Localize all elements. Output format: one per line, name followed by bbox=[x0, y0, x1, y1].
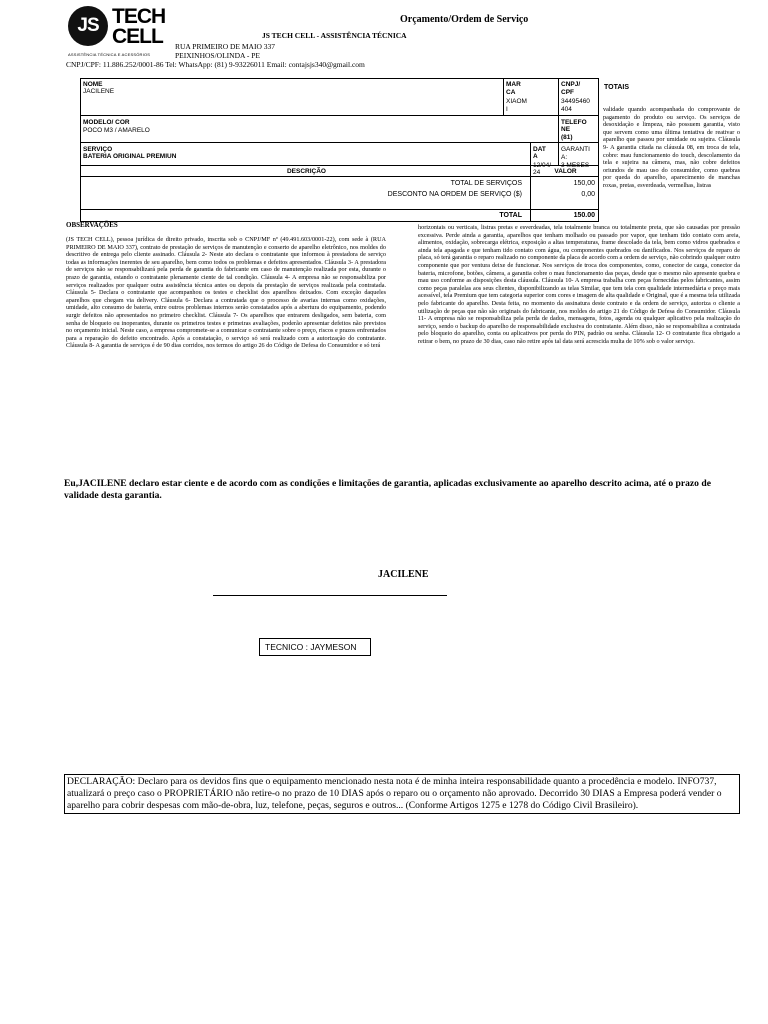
contact-line: CNPJ/CPF: 11.886.252/0001-86 Tel: WhatsApp: (81) 9-93226011 Email: contajsjs340@gmail.com bbox=[66, 60, 365, 69]
address-line-2: PEIXINHOS/OLINDA - PE bbox=[175, 51, 260, 60]
total-servicos-label: TOTAL DE SERVIÇOS bbox=[450, 180, 522, 187]
logo-badge: JS bbox=[68, 6, 108, 46]
descricao-header: DESCRIÇÃO bbox=[286, 168, 326, 175]
marca-value-2: I bbox=[506, 106, 508, 113]
telefone-label-1: TELEFO bbox=[561, 119, 587, 126]
modelo-value: POCO M3 / AMARELO bbox=[83, 127, 150, 134]
telefone-cell bbox=[558, 115, 599, 143]
valor-header: VALOR bbox=[554, 168, 577, 175]
tecnico-box: TECNICO : JAYMESON bbox=[259, 638, 371, 656]
servico-label: SERVIÇO bbox=[83, 146, 113, 153]
cnpj-value-1: 34495460 bbox=[561, 98, 590, 105]
garantia-label-2: A: bbox=[561, 154, 568, 161]
totals-value-cell bbox=[530, 176, 599, 210]
data-label-1: DAT bbox=[533, 146, 546, 153]
modelo-cell bbox=[80, 115, 559, 143]
servico-value: BATERIA ORIGINAL PREMIUN bbox=[83, 153, 177, 160]
logo-word-cell: CELL bbox=[112, 25, 163, 48]
servico-cell bbox=[80, 142, 531, 166]
consent-statement: Eu,JACILENE declaro estar ciente e de acordo com as condições e limitações de garantia, aplicadas exclusivamente ao aparelho descrito acima, até o prazo de validade desta garantia. bbox=[64, 478, 711, 501]
declaration-box: DECLARAÇÃO: Declaro para os devidos fins que o equipamento mencionado nesta nota é de minha inteira responsabilidade quanto a procedência e modelo. INFO737, atualizará o preço caso o PROPRIETÁRIO não retire-o no prazo de 10 DIAS após o reparo ou o orçamento não aprovado. Decorrido 30 DIAS a Empresa poderá vender o aparelho para cobrir despesas com mão-de-obra, luz, telefone, peças, seguros e outros... (Conforme Artigos 1275 e 1278 do Código Civil Brasileiro). bbox=[64, 774, 740, 814]
marca-label-2: CA bbox=[506, 89, 516, 96]
document-title: Orçamento/Ordem de Serviço bbox=[400, 14, 529, 25]
garantia-cell bbox=[558, 142, 599, 169]
modelo-label: MODELO/ COR bbox=[83, 119, 130, 126]
data-cell bbox=[530, 142, 559, 176]
terms-right-paragraph: horizontais ou verticais, listras pretas e esverdeadas, tela totalmente branca ou totalmente preta, que são causadas por pressão excessiva. Perde ainda a garantia, aparelhos que tenham molhado ou passado por vapor, que tenham tido contato com areia, alimentos, oxidação, sobrecarga elétrica, exposição a altas temperaturas, frame descolado da tela, bem como vidros quebrados e ainda tela apagada e que tenham tido contato com água, ou componentes quebrados ou danificados. Nos serviços de reparo de placa, só terá garantia o reparo realizado no componente da placa de acordo com a ordem de serviço, não cobrindo qualquer outro componente que por ventura deixe de funcionar. Nos serviços de troca dos componentes, como, conector de carga, conector da bateria, microfone, botões, câmera, a garantia cobre o mau funcionamento das peças, desde que o mesmo não apresente quebra e mau uso conforme as disposições desta cláusula. Cláusula 10- A empresa trabalha com peças fornecidas pelos fabricantes, assim como peças paralelas aos seus clientes, disponibilizando as telas Similar, que tem tela com qualidade intermediária e preço mais acessível, tela Premium que tem categoria superior com cores e imagem de alta qualidade e Original, que é a mesma tela utilizada pelo fabricante do aparelho. Desta feita, no momento da assinatura deste contrato e da ordem de serviço, autoriza o cliente a utilização de peças que não são originais do fabricante, nos moldes do artigo 21 do Código de Defesa do Consumidor. Cláusula 11- A empresa não se responsabiliza pela perda de dados, mensagens, fotos, agenda ou qualquer aplicativo pela realização do serviço, sendo o backup do aparelho de responsabilidade exclusiva do contratante. Além disso, não se responsabiliza a contratada pelo bloqueio do aparelho, conta ou aplicativos por perda do PIN, padrão ou senha. Cláusula 12- O contratante fica obrigado a retirar o bem, no prazo de 30 dias, caso não retire após tal data será acrescida multa de 10% sob o valor serviço. bbox=[418, 224, 740, 345]
terms-right-column: validade quando acompanhada do comprovante de pagamento do produto ou serviço. Os serviços de desoxidação e limpeza, não possuem garantia, visto que servem como uma última tentativa de reativar o aparelho que passou por umidade ou sujeira. Cláusula 9- A garantia citada na cláusula 08, em troca de tela, cobre: mau funcionamento do touch, descolamento da tela e sujeira na câmera, mas, não cobre defeitos oriundos de mau uso do consumidor, como quebras por queda do aparelho, aparecimento de manchas roxas, pretas, esverdeada, vermelhas, listras bbox=[603, 106, 740, 189]
total-label-cell bbox=[80, 209, 531, 222]
data-value-2: 24 bbox=[533, 169, 541, 176]
marca-value-1: XIAOM bbox=[506, 98, 527, 105]
data-label-2: A bbox=[533, 153, 538, 160]
marca-label-1: MAR bbox=[506, 81, 521, 88]
nome-cell bbox=[80, 78, 504, 116]
garantia-value: 3 MESES bbox=[561, 162, 590, 169]
total-servicos-value: 150,00 bbox=[573, 180, 595, 187]
telefone-value: (81) bbox=[561, 134, 573, 141]
desconto-label: DESCONTO NA ORDEM DE SERVIÇO ($) bbox=[387, 191, 522, 198]
signature-line bbox=[213, 595, 447, 596]
signature-name: JACILENE bbox=[378, 569, 429, 580]
marca-cell bbox=[503, 78, 559, 116]
totals-desc-cell bbox=[80, 176, 531, 210]
address-line-1: RUA PRIMEIRO DE MAIO 337 bbox=[175, 42, 276, 51]
nome-value: JACILENE bbox=[83, 88, 115, 95]
logo-word-tech: TECH bbox=[112, 5, 166, 28]
garantia-label-1: GARANTI bbox=[561, 146, 590, 153]
total-value-cell bbox=[530, 209, 599, 222]
totais-label: TOTAIS bbox=[604, 84, 630, 91]
total-value: 150.00 bbox=[573, 212, 595, 219]
telefone-label-2: NE bbox=[561, 126, 571, 133]
logo-tagline: ASSISTÊNCIA TÉCNICA E ACESSÓRIOS bbox=[68, 52, 151, 57]
total-label: TOTAL bbox=[499, 212, 522, 219]
desconto-value: 0,00 bbox=[581, 191, 595, 198]
cnpj-cell bbox=[558, 78, 599, 116]
nome-label: NOME bbox=[83, 81, 103, 88]
company-logo bbox=[68, 5, 166, 60]
cnpj-value-2: 404 bbox=[561, 106, 572, 113]
cnpj-label-2: CPF bbox=[561, 89, 574, 96]
observacoes-label: OBSERVAÇÕES bbox=[66, 221, 118, 229]
data-value-1: 12/04/ bbox=[533, 162, 552, 169]
terms-left-paragraph: (JS TECH CELL), pessoa jurídica de direito privado, inscrita sob o CNPJ/MF nº (49.491.603/0001-22), com sede à (RUA PRIMEIRO DE MAIO 337), contrato de prestação de serviços de manutenção e conserto de aparelho eletrônico, nos moldes do descritivo de entrega pelo cliente assinado. Cláusula 2- Neste ato declara o contratante que informou à prestadora de serviço todas as informações inerentes de seu aparelho, bem como todos os problemas e defeitos apresentados. Cláusula 3- A prestadora de serviços não se responsabilizará pela perda de garantia do fabricante em caso de manutenção realizada por esta, durante o prazo de garantia, estando o contratante plenamente ciente de tal condição. Cláusula 4- A empresa não se responsabiliza por serviços realizados por qualquer outra assistência técnica antes ou depois da prestação de serviços realizada pela contratada. Cláusula 5- Declara o contratante que acompanhou os testes e checklist dos aparelhos deixados. Com exceção daqueles aparelhos que chegam via delivery. Cláusula 6- Declara a contratada que o processo de avarias internas como oxidações, umidade, alto consumo de bateria, entre outros problemas internos serão constatados após a abertura do equipamento, podendo surgir defeitos não apresentados no primeiro checklist. Cláusula 7- Os aparelhos que entrarem desligados, sem bateria, com senha de bloqueio ou inoperantes, durante os primeiros testes e primeiras avaliações, poderão apresentar defeitos não previstos no orçamento inicial. Neste caso, a empresa compromete-se a comunicar o contratante sobre o preço, riscos e prazos enfrentados para a reparação do defeito encontrado. Após a constatação, o serviço só será realizado com a autorização do contratante. Cláusula 8- A garantia de serviços é de 90 dias corridos, nos termos do artigo 26 do Código de Defesa do Consumidor e só terá bbox=[66, 236, 386, 350]
cnpj-label-1: CNPJ/ bbox=[561, 81, 581, 88]
company-name: JS TECH CELL - ASSISTÊNCIA TÉCNICA bbox=[262, 31, 407, 40]
